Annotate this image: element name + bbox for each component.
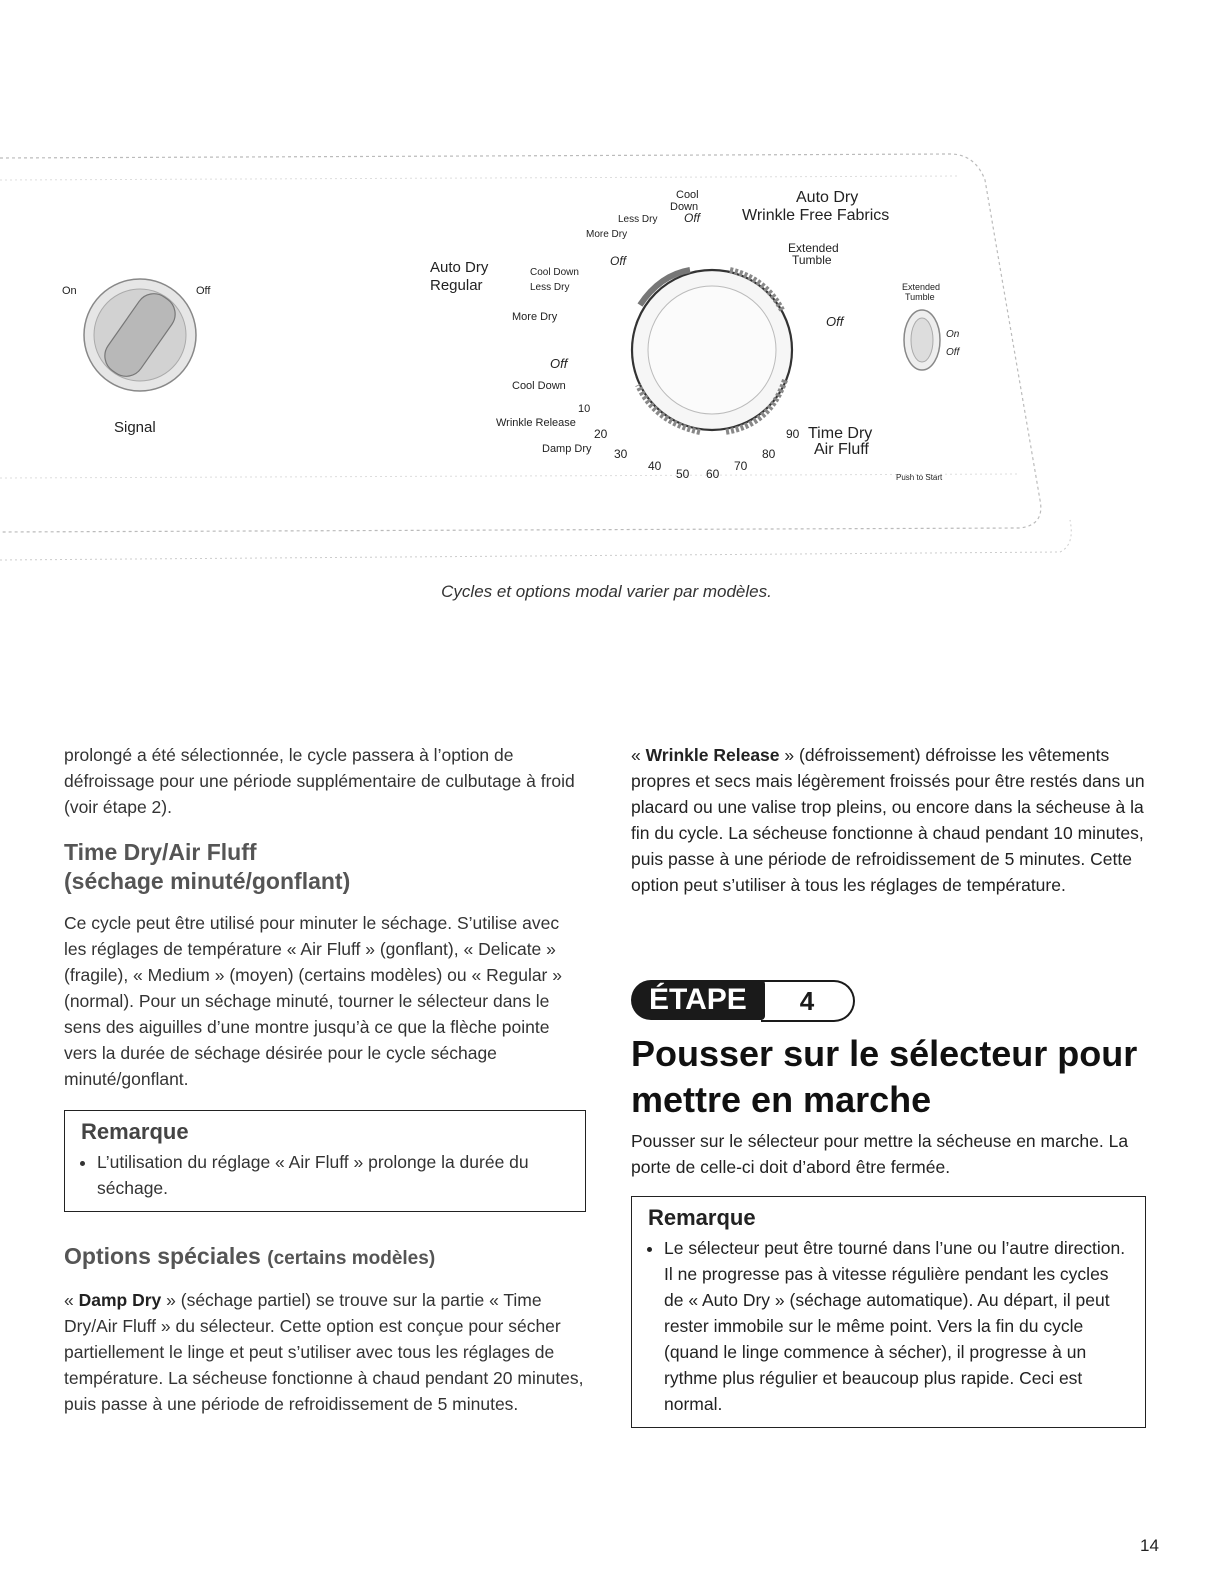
dial-seventy: 70: [734, 459, 748, 473]
extended-tumble-on: On: [946, 329, 960, 340]
panel-bottom-line: [0, 474, 1020, 478]
time-dry-subheading: (séchage minuté/gonflant): [64, 868, 351, 894]
extended-tumble-off: Off: [946, 347, 960, 358]
left-remark-box: [64, 1110, 586, 1212]
dryer-control-panel-illustration: [0, 140, 1213, 580]
signal-label: Signal: [114, 419, 156, 436]
signal-off-label: Off: [196, 285, 211, 297]
dial-wrinkle-release: Wrinkle Release: [496, 417, 576, 429]
step-number: 4: [761, 980, 855, 1022]
signal-on-label: On: [62, 285, 77, 297]
extended-tumble-button[interactable]: [904, 310, 940, 370]
wrinkle-release-prefix: «: [631, 745, 646, 765]
page-number: 14: [1140, 1536, 1159, 1555]
cycle-selector-dial[interactable]: [632, 270, 792, 432]
intro-paragraph: prolongé a été sélectionnée, le cycle passera à l’option de défroissage pour une période supplémentaire de culbutage à froid (voir étape 2).: [64, 745, 575, 817]
dial-off-top: Off: [684, 211, 701, 225]
right-remark-item: • Le sélecteur peut être tourné dans l’une ou l’autre direction. Il ne progresse pas à vitesse régulière pendant les cycles de « Auto Dry » (séchage automatique). Au départ, il peut rester immobile sur le même point. Vers la fin du cycle (quand le linge commence à sécher), il progresse à un rythme plus régulier et beaucoup plus rapide. Ceci est normal.: [664, 1235, 1129, 1417]
dial-cool-down-top: Cool Down: [670, 189, 699, 213]
dial-off-right: Off: [826, 314, 844, 329]
panel-top-line: [0, 176, 960, 180]
dial-fifty: 50: [676, 467, 690, 481]
dial-cool-down-lower: Cool Down: [512, 380, 566, 392]
wrinkle-release-term: Wrinkle Release: [645, 745, 780, 765]
dial-ten: 10: [578, 403, 591, 415]
dial-more-dry-top: More Dry: [586, 229, 628, 240]
push-to-start-label: Push to Start: [896, 473, 943, 482]
damp-dry-term: Damp Dry: [78, 1290, 162, 1310]
right-remark-box: [631, 1196, 1146, 1428]
dial-off-left-top: Off: [610, 254, 627, 268]
step-badge: [631, 980, 871, 1024]
damp-dry-prefix: «: [64, 1290, 79, 1310]
damp-dry-body: » (séchage partiel) se trouve sur la partie « Time Dry/Air Fluff » du sélecteur. Cette option est conçue pour sécher partiellement le linge et peut s’utiliser avec tous les réglages de température. La sécheuse fonctionne à chaud pendant 20 minutes, puis passe à une période de refroidissement de 5 minutes.: [64, 1290, 584, 1414]
options-heading-main: Options spéciales: [64, 1243, 261, 1269]
dial-eighty: 80: [762, 447, 776, 461]
dial-less-dry-top: Less Dry: [618, 214, 658, 225]
options-heading-small: (certains modèles): [267, 1248, 436, 1269]
damp-dry-paragraph: [64, 1287, 586, 1417]
dial-thirty: 30: [614, 447, 628, 461]
time-dry-body: Ce cycle peut être utilisé pour minuter le séchage. S’utilise avec les réglages de température « Air Fluff » (gonflant), « Delicate » (fragile), « Medium » (moyen) (certains modèles) ou « Regular » (normal). Pour un séchage minuté, tourner le sélecteur dans le sens des aiguilles d’une montre jusqu’à ce que la flèche pointe vers la durée de séchage désirée pour le cycle séchage minuté/gonflant.: [64, 913, 562, 1089]
dial-ninety: 90: [786, 427, 800, 441]
step-label: ÉTAPE: [631, 980, 765, 1020]
right-remark-title: Remarque: [648, 1205, 756, 1230]
dial-cool-down-left: Cool Down: [530, 267, 579, 278]
dial-twenty: 20: [594, 427, 608, 441]
dial-less-dry-left: Less Dry: [530, 282, 570, 293]
wrinkle-release-paragraph: [631, 742, 1146, 898]
figure-caption: Cycles et options modal varier par modèles.: [441, 582, 772, 601]
left-remark-title: Remarque: [81, 1119, 189, 1144]
dial-auto-dry-wrinkle: Auto Dry Wrinkle Free Fabrics: [742, 189, 890, 224]
left-remark-item: • L’utilisation du réglage « Air Fluff » prolonge la durée du séchage.: [97, 1149, 569, 1201]
dial-more-dry-left: More Dry: [512, 311, 558, 323]
panel-lower-edge: [0, 520, 1071, 560]
time-dry-heading: Time Dry/Air Fluff: [64, 839, 257, 865]
dial-time-dry-air-fluff: Time Dry Air Fluff: [808, 425, 873, 458]
wrinkle-release-body: » (défroissement) défroisse les vêtements propres et secs mais légèrement froissés pour être restés dans un placard ou une valise trop pleins, ou encore dans la sécheuse à la fin du cycle. La sécheuse fonctionne à chaud pendant 10 minutes, puis passe à une période de refroidissement de 5 minutes. Cette option peut s’utiliser à tous les réglages de température.: [631, 745, 1145, 895]
extended-tumble-button-label: Extended Tumble: [902, 282, 941, 302]
wrinkle-release-block: [631, 742, 1146, 898]
dial-extended-tumble: Extended Tumble: [788, 241, 839, 267]
step-body-block: [631, 1128, 1146, 1428]
step-body: Pousser sur le sélecteur pour mettre la sécheuse en marche. La porte de celle-ci doit d’abord être fermée.: [631, 1131, 1129, 1177]
dial-auto-dry-regular: Auto Dry Regular: [430, 259, 489, 294]
signal-knob[interactable]: [84, 279, 196, 391]
left-column: [64, 742, 586, 1417]
dial-off-left: Off: [550, 356, 568, 371]
dial-damp-dry: Damp Dry: [542, 443, 592, 455]
dial-sixty: 60: [706, 467, 720, 481]
options-heading: [64, 1242, 586, 1273]
step-heading: Pousser sur le sélecteur pour mettre en marche: [631, 1033, 1138, 1120]
dial-forty: 40: [648, 459, 662, 473]
